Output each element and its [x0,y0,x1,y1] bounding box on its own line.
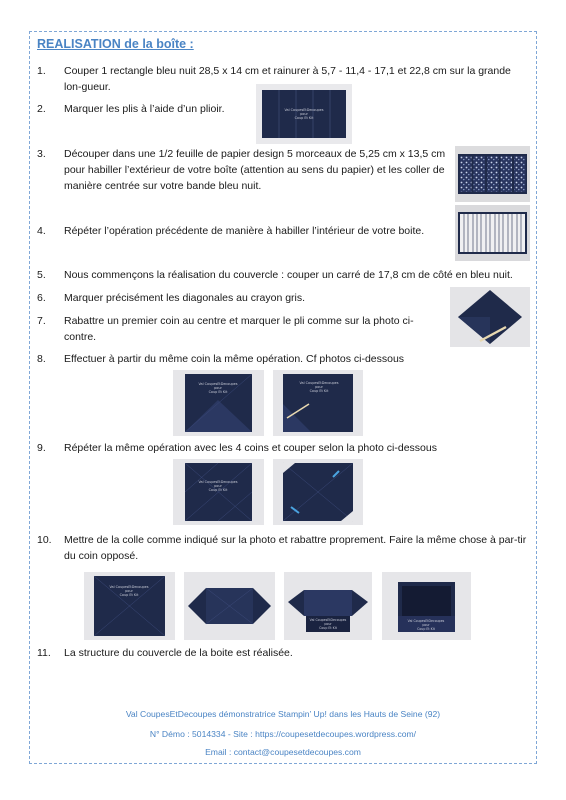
photo-four-corners-cut [273,459,363,525]
photo-first-side-folded [184,572,275,640]
watermark-text: pour [422,623,430,627]
photo-second-fold-b [273,370,363,436]
watermark-text: Coup Et Kit [417,627,435,631]
step-text: Rabattre un premier coin au centre et marquer le pli comme sur la photo ci-contre. [64,315,414,343]
watermark-text: pour [125,589,133,593]
photo-interior-panels [455,205,530,261]
watermark-text: Val CoupesEtDecoupes [299,381,339,385]
watermark-text: Coup Et Kit [208,390,228,394]
watermark-text: Val CoupesEtDecoupes [198,480,238,484]
step-number: 9. [37,442,46,454]
step-number: 8. [37,353,46,365]
step-number: 3. [37,148,46,160]
photo-four-corners-a [173,459,264,525]
photo-exterior-panels [455,146,530,202]
step-number: 11. [37,647,51,659]
photo-scored-strip [256,84,352,144]
step-number: 4. [37,225,46,237]
watermark-text: pour [315,385,323,389]
step-text: La structure du couvercle de la boite est réalisée. [64,647,293,659]
photo-second-fold-a [173,370,264,436]
watermark-text: Coup Et Kit [294,116,314,120]
step-text: Découper dans une 1/2 feuille de papier design 5 morceaux de 5,25 cm x 13,5 cm pour habiller l’extérieur de votre boîte (attention au sens du papier) et les coller de manière centrée sur votre bande bleu nuit. [64,148,446,192]
step-number: 5. [37,269,46,281]
photo-first-corner-fold [450,287,530,347]
watermark-text: Coup Et Kit [319,626,337,630]
watermark-text: Val CoupesEtDecoupes [284,108,324,112]
watermark-text: Val CoupesEtDecoupes [198,382,238,386]
watermark-text: Val CoupesEtDecoupes [309,618,347,622]
watermark-text: Coup Et Kit [119,593,139,597]
step-text: Répéter la même opération avec les 4 coins et couper selon la photo ci-dessous [64,442,437,454]
step-text: Marquer précisément les diagonales au crayon gris. [64,292,306,304]
step-number: 1. [37,65,46,77]
watermark-text: pour [214,484,222,488]
step-text: Couper 1 rectangle bleu nuit 28,5 x 14 cm et rainurer à 5,7 - 11,4 - 17,1 et 22,8 cm sur la grande lon-gueur. [64,65,511,93]
step-number: 6. [37,292,46,304]
watermark-text: pour [324,622,332,626]
section-title: REALISATION de la boîte : [37,37,194,51]
footer-demo-site: N° Démo : 5014334 - Site : https://coupesetdecoupes.wordpress.com/ [149,729,417,739]
step-text: Mettre de la colle comme indiqué sur la photo et rabattre proprement. Faire la même chose à par-tir du coin opposé. [64,534,527,562]
step-text: Répéter l’opération précédente de manière à habiller l’intérieur de votre boite. [64,225,425,237]
step-number: 10. [37,534,52,546]
step-number: 2. [37,103,46,115]
watermark-text: Val CoupesEtDecoupes [407,619,445,623]
watermark-text: pour [214,386,222,390]
photo-box-forming [284,572,372,640]
watermark-text: Coup Et Kit [208,488,228,492]
photo-glue-placement [84,572,175,640]
watermark-text: Coup Et Kit [309,389,329,393]
step-number: 7. [37,315,46,327]
footer-email: Email : contact@coupesetdecoupes.com [205,747,361,757]
watermark-text: Val CoupesEtDecoupes [109,585,149,589]
watermark-text: pour [300,112,308,116]
photo-finished-lid [382,572,471,640]
step-text: Effectuer à partir du même coin la même opération. Cf photos ci-dessous [64,353,405,365]
step-text: Marquer les plis à l’aide d’un plioir. [64,103,225,115]
footer-demonstrator: Val CoupesEtDecoupes démonstratrice Stampin’ Up! dans les Hauts de Seine (92) [125,709,441,719]
step-text: Nous commençons la réalisation du couvercle : couper un carré de 17,8 cm de côté en bleu nuit. [64,269,513,281]
